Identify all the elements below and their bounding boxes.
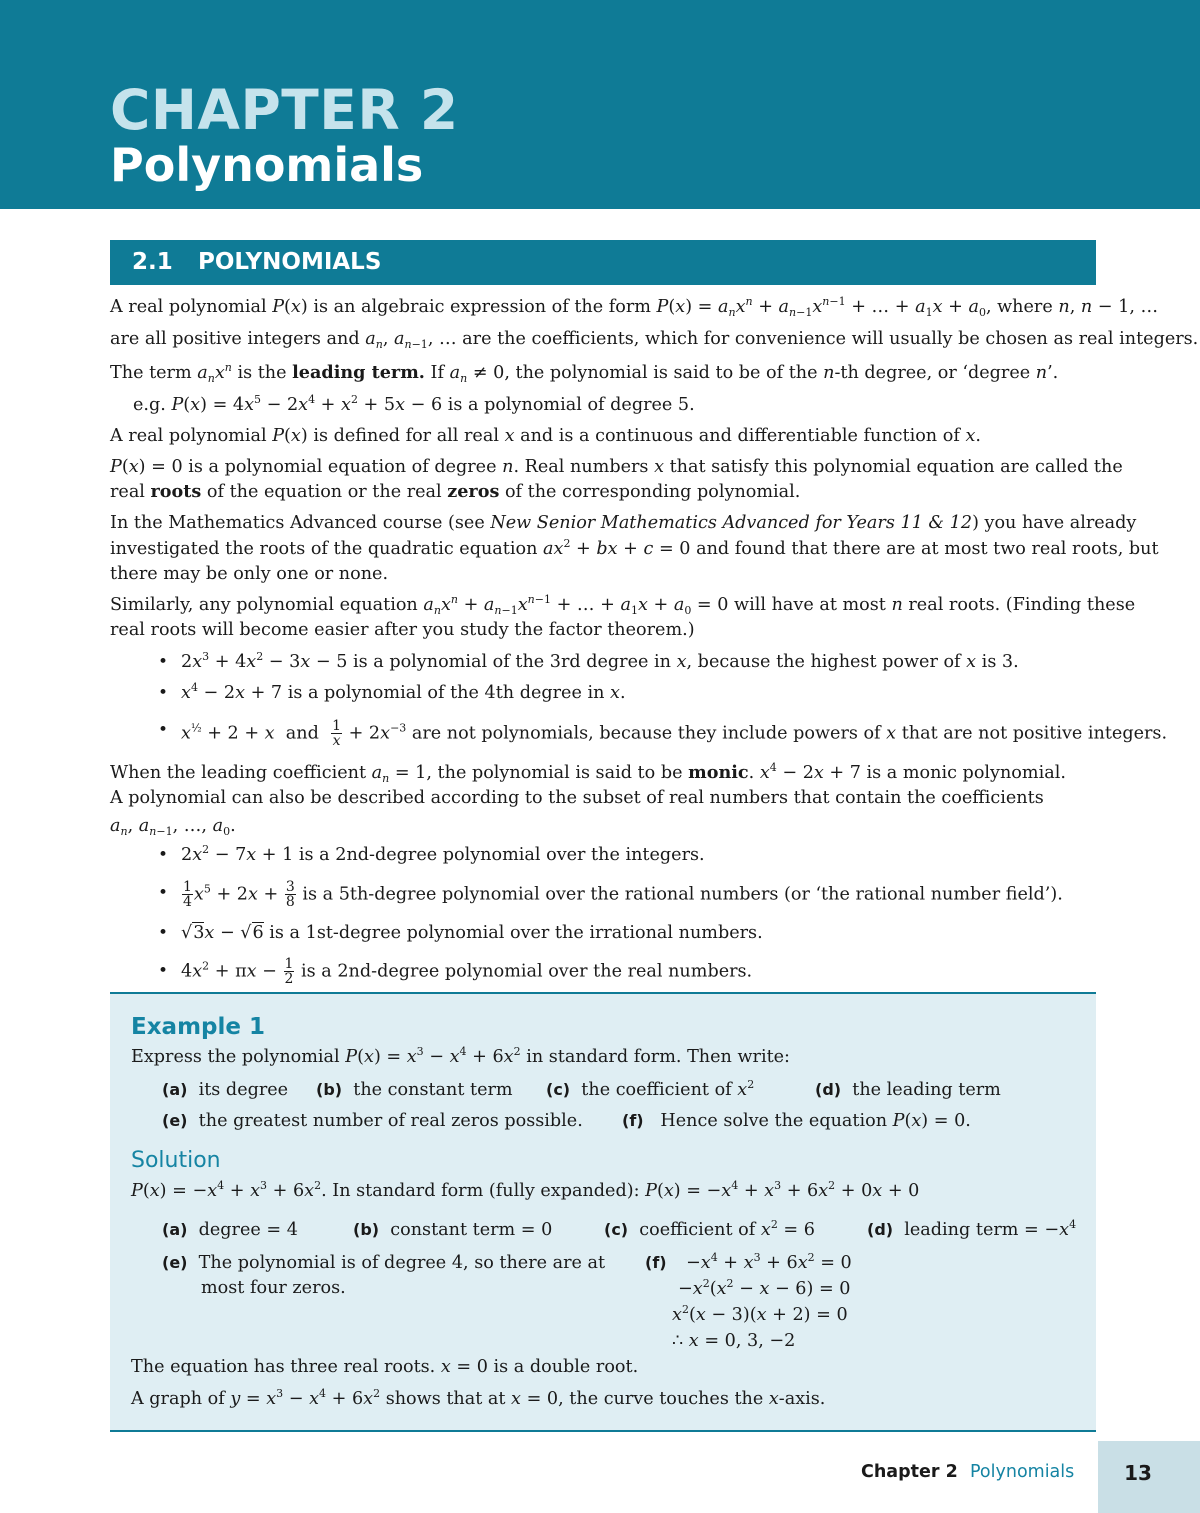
example-part-f: (f) Hence solve the equation P(x) = 0. xyxy=(622,1111,971,1131)
solution-step-2: $-x^2(x^2 - x - 6) = 0$ xyxy=(678,1277,851,1299)
paragraph-similarly: Similarly, any polynomial equation $a_nx^n + a_{n-1}x^{n-1}$ + … + $a_1x + a_0 = 0$ will have at most n real roots. (Finding these xyxy=(110,593,1136,617)
footer-chapter: Chapter 2 xyxy=(861,1462,958,1482)
example-part-e: (e) the greatest number of real zeros possible. xyxy=(162,1111,583,1131)
bullet-irrationals: √3x − √6 is a 1st-degree polynomial over the irrational numbers. xyxy=(181,923,763,943)
bullet-non-polynomials: $x^{\frac{1}{2}} + 2 + x$ and $\frac{1}{x}$ + $2x^{-3}$ are not polynomials, because they include powers of x that are not positive integers. xyxy=(181,718,1168,749)
paragraph-none: there may be only one or none. xyxy=(110,564,389,584)
paragraph-equation: P(x) = 0 is a polynomial equation of degree n. Real numbers x that satisfy this polynomial equation are called the xyxy=(110,457,1123,477)
bullet-dot: • xyxy=(158,652,169,672)
page-number: 13 xyxy=(1124,1461,1152,1485)
chapter-label: CHAPTER 2 xyxy=(110,78,459,142)
example-part-c: (c) the coefficient of $x^2$ xyxy=(546,1078,755,1100)
bullet-cubic: $2x^3 + 4x^2 - 3x - 5$ is a polynomial of the 3rd degree in x, because the highest power of x is 3. xyxy=(181,650,1019,672)
section-title: POLYNOMIALS xyxy=(198,249,382,275)
coefficient-list: $a_n$, $a_{n-1}$, …, $a_0$. xyxy=(110,816,236,838)
page-number-box xyxy=(1098,1441,1200,1513)
bullet-rationals: $\frac{1}{4}$ $x^5 + 2x$ + $\frac{3}{8}$ is a 5th-degree polynomial over the rational numbers (or ‘the rational number field’). xyxy=(183,879,1063,910)
solution-part-e: (e) The polynomial is of degree 4, so there are at xyxy=(162,1253,606,1273)
paragraph-continuous: A real polynomial P(x) is defined for all real x and is a continuous and differentiable function of x. xyxy=(110,426,981,446)
section-heading xyxy=(110,240,1096,285)
example-part-d: (d) the leading term xyxy=(815,1080,1001,1100)
solution-part-a: (a) degree = 4 xyxy=(162,1220,298,1240)
paragraph-coefficients: are all positive integers and $a_n$, $a_{n-1}$, … are the coefficients, which for convenience will usually be chosen as real integers. xyxy=(110,329,1199,351)
solution-part-c: (c) coefficient of $x^2 = 6$ xyxy=(604,1218,815,1240)
solution-closing-roots: The equation has three real roots. x = 0 is a double root. xyxy=(131,1357,639,1377)
bullet-dot: • xyxy=(158,961,169,981)
example-part-a: (a) its degree xyxy=(162,1080,289,1100)
example-part-b: (b) the constant term xyxy=(316,1080,513,1100)
bullet-reals: $4x^2 + \pi x$ − $\frac{1}{2}$ is a 2nd-degree polynomial over the real numbers. xyxy=(181,956,753,987)
bullet-dot: • xyxy=(158,683,169,703)
section-number: 2.1 xyxy=(132,249,173,275)
paragraph-definition: A real polynomial P(x) is an algebraic expression of the form $P(x) = a_nx^n + a_{n-1}x^{n-1}$ + … + $a_1x + a_0$, where n, n − 1, … xyxy=(110,295,1159,319)
solution-standard-form: $P(x) = -x^4 + x^3 + 6x^2$. In standard form (fully expanded): $P(x) = -x^4 + x^3 + 6x^2 + 0x + 0$ xyxy=(131,1179,920,1201)
solution-part-b: (b) constant term = 0 xyxy=(353,1220,553,1240)
bullet-dot: • xyxy=(158,720,169,740)
bullet-dot: • xyxy=(158,923,169,943)
bullet-quartic: $x^4 - 2x + 7$ is a polynomial of the 4th degree in x. xyxy=(181,681,626,703)
example-degree-5: e.g. $P(x) = 4x^5 - 2x^4 + x^2 + 5x - 6$ is a polynomial of degree 5. xyxy=(133,393,695,415)
solution-title: Solution xyxy=(131,1148,221,1173)
paragraph-advanced-course: In the Mathematics Advanced course (see New Senior Mathematics Advanced for Years 11 & 12) you have already xyxy=(110,513,1137,533)
example-intro: Express the polynomial $P(x) = x^3 - x^4 + 6x^2$ in standard form. Then write: xyxy=(131,1045,790,1067)
solution-closing-graph: A graph of $y = x^3 - x^4 + 6x^2$ shows that at x = 0, the curve touches the x-axis. xyxy=(131,1387,826,1409)
paragraph-monic: When the leading coefficient $a_n = 1$, the polynomial is said to be monic. $x^4 - 2x + 7$ is a monic polynomial. xyxy=(110,761,1066,785)
chapter-title: Polynomials xyxy=(110,138,424,192)
paragraph-factor-theorem: real roots will become easier after you study the factor theorem.) xyxy=(110,620,695,640)
bullet-integers: $2x^2 - 7x + 1$ is a 2nd-degree polynomial over the integers. xyxy=(181,843,705,865)
paragraph-leading-term: The term $a_nx^n$ is the leading term. If $a_n \ne 0$, the polynomial is said to be of the n-th degree, or ‘degree n’. xyxy=(110,361,1059,385)
solution-step-3: $x^2(x - 3)(x + 2) = 0$ xyxy=(672,1303,848,1325)
example-title: Example 1 xyxy=(131,1014,265,1040)
paragraph-quadratic: investigated the roots of the quadratic equation $ax^2$ + bx + c = 0 and found that there are at most two real roots, but xyxy=(110,537,1159,559)
paragraph-roots-zeros: real roots of the equation or the real zeros of the corresponding polynomial. xyxy=(110,481,801,502)
solution-part-e-cont: most four zeros. xyxy=(201,1278,346,1298)
solution-part-f-label: (f) xyxy=(645,1253,667,1272)
footer-topic: Polynomials xyxy=(970,1462,1075,1482)
solution-part-d: (d) leading term = $-x^4$ xyxy=(867,1218,1077,1240)
solution-step-1: $-x^4 + x^3 + 6x^2 = 0$ xyxy=(686,1251,852,1273)
bullet-dot: • xyxy=(158,845,169,865)
paragraph-subset: A polynomial can also be described according to the subset of real numbers that contain the coefficients xyxy=(110,788,1044,808)
bullet-dot: • xyxy=(158,883,169,903)
solution-step-4: ∴ x = 0, 3, −2 xyxy=(672,1331,796,1351)
